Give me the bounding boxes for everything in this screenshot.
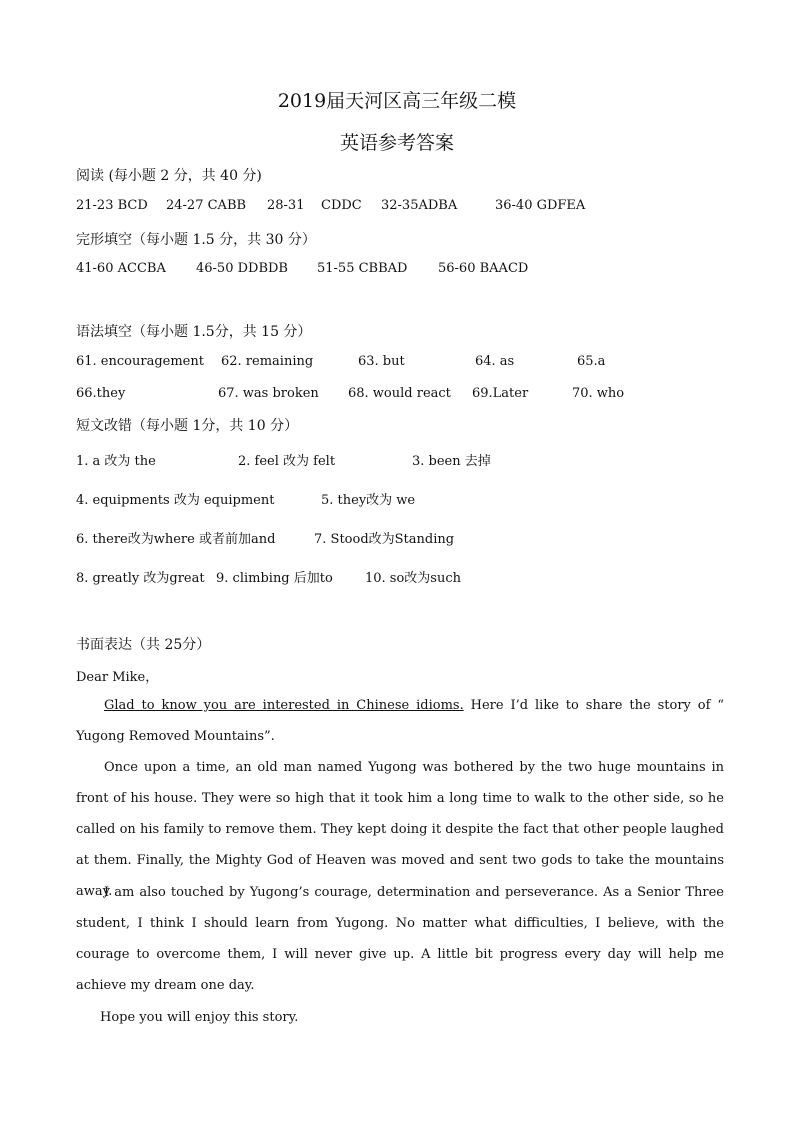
grammar-answer: 64. as — [475, 354, 515, 369]
correction-answer: 5. they改为 we — [321, 493, 416, 508]
cloze-answer: 46-50 DDBDB — [196, 261, 288, 276]
cloze-answer: 41-60 ACCBA — [76, 261, 166, 276]
reading-answer: 28-31 — [267, 198, 305, 213]
reading-answer: 24-27 CABB — [166, 198, 247, 213]
letter-paragraph-1 — [76, 690, 724, 752]
grammar-answer: 67. was broken — [218, 386, 319, 401]
reading-heading: 阅读 (每小题 2 分，共 40 分) — [76, 168, 262, 184]
cloze-answer: 56-60 BAACD — [438, 261, 529, 276]
grammar-answer: 63. but — [358, 354, 405, 369]
correction-answer: 6. there改为where 或者前加and — [76, 532, 276, 547]
correction-answer: 7. Stood改为Standing — [314, 532, 455, 547]
grammar-answer: 65.a — [577, 354, 606, 369]
reading-answer: 36-40 GDFEA — [495, 198, 586, 213]
correction-answer: 2. feel 改为 felt — [238, 454, 336, 469]
reading-answer: CDDC — [321, 198, 362, 213]
grammar-heading: 语法填空（每小题 1.5分，共 15 分） — [76, 324, 312, 340]
grammar-answer: 61. encouragement — [76, 354, 204, 369]
cloze-heading: 完形填空（每小题 1.5 分，共 30 分） — [76, 232, 316, 248]
paragraph-text: Here I’d like to share the story of “ Yugong Removed Mountains”. — [76, 698, 724, 744]
grammar-answer: 66.they — [76, 386, 126, 401]
correction-answer: 4. equipments 改为 equipment — [76, 493, 275, 508]
correction-answer: 3. been 去掉 — [412, 454, 491, 469]
letter-greeting: Dear Mike， — [76, 670, 159, 685]
letter-paragraph-2: Once upon a time, an old man named Yugong was bothered by the two huge mountains in front of his house. They were so high that it took him a long time to walk to the other side, so he called on his family to remove them. They kept doing it despite the fact that other people laughed at them. Finally, the Mighty God of Heaven was moved and sent two gods to take the mountains away. — [76, 760, 724, 899]
grammar-answer: 68. would react — [348, 386, 451, 401]
correction-answer: 8. greatly 改为great — [76, 571, 205, 586]
correction-answer: 9. climbing 后加to — [216, 571, 333, 586]
correction-answer: 1. a 改为 the — [76, 454, 156, 469]
reading-answer: 21-23 BCD — [76, 198, 148, 213]
grammar-answer: 62. remaining — [221, 354, 314, 369]
cloze-answer: 51-55 CBBAD — [317, 261, 408, 276]
correction-answer: 10. so改为such — [365, 571, 462, 586]
letter-closing: Hope you will enjoy this story. — [100, 1010, 299, 1025]
correction-heading: 短文改错（每小题 1分，共 10 分） — [76, 418, 299, 434]
letter-paragraph-3: I am also touched by Yugong’s courage, determination and perseverance. As a Senior Three student, I think I should learn from Yugong. No matter what difficulties, I believe, with the courage to overcome them, I will never give up. A little bit progress every day will help me achieve my dream one day. — [76, 885, 724, 993]
page-title: 2019届天河区高三年级二模 — [277, 90, 517, 112]
underlined-sentence: Glad to know you are interested in Chinese idioms. — [104, 698, 464, 713]
writing-heading: 书面表达（共 25分） — [76, 637, 211, 653]
reading-answer: 32-35ADBA — [381, 198, 458, 213]
grammar-answer: 70. who — [572, 386, 625, 401]
page-subtitle: 英语参考答案 — [339, 132, 454, 154]
grammar-answer: 69.Later — [472, 386, 529, 401]
